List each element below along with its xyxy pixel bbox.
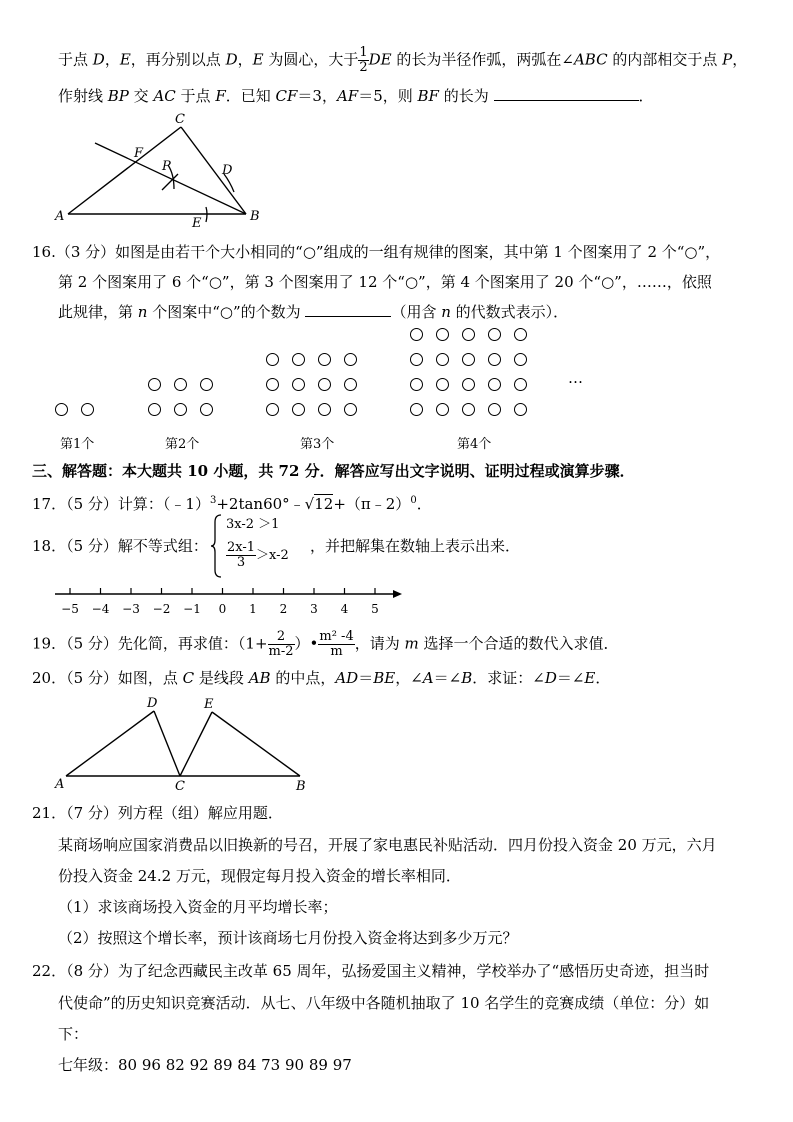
label-P: P bbox=[162, 159, 171, 174]
number-line-tick-label: 1 bbox=[249, 602, 257, 616]
text: ． bbox=[595, 669, 611, 687]
pattern-4-circle bbox=[436, 328, 449, 341]
segment-EB bbox=[212, 712, 300, 776]
text: 的中点， bbox=[270, 669, 336, 687]
var: F bbox=[215, 87, 226, 105]
var: A bbox=[422, 669, 434, 687]
caption-3: 第3个 bbox=[300, 437, 335, 452]
pattern-4-circle bbox=[462, 378, 475, 391]
var: P bbox=[722, 50, 733, 69]
pattern-4-circle bbox=[514, 328, 527, 341]
q20-figure bbox=[52, 695, 317, 795]
fraction-half bbox=[358, 46, 368, 75]
label-B: B bbox=[250, 209, 260, 224]
number-line-tick-label: 0 bbox=[218, 602, 227, 616]
label-E: E bbox=[204, 697, 214, 712]
text: ＝∠ bbox=[556, 669, 585, 687]
inequality-1: 3x-2 ＞1 bbox=[226, 517, 280, 532]
pattern-3-circle bbox=[266, 378, 279, 391]
exponent: 3 bbox=[209, 495, 217, 506]
q22-line4: 七年级：80 96 82 92 89 84 73 90 89 97 bbox=[58, 1056, 352, 1074]
text: ． bbox=[638, 87, 654, 105]
q22-line3: 下： bbox=[58, 1025, 89, 1043]
pattern-4-circle bbox=[410, 378, 423, 391]
text: 的代数式表示）． bbox=[450, 303, 569, 321]
text: ．已知 bbox=[225, 87, 276, 105]
pattern-4-circle bbox=[462, 353, 475, 366]
caption-1: 第1个 bbox=[60, 437, 95, 452]
var: CF bbox=[275, 87, 298, 105]
caption-2: 第2个 bbox=[165, 437, 200, 452]
text: +（π﹣2） bbox=[333, 495, 411, 513]
text: （用含 bbox=[391, 303, 442, 321]
number-line bbox=[50, 582, 410, 618]
number-line-tick-label: 2 bbox=[279, 602, 288, 616]
fraction bbox=[226, 541, 256, 570]
answer-blank[interactable] bbox=[494, 86, 639, 101]
pattern-2-circle bbox=[174, 403, 187, 416]
text: ＝ bbox=[358, 669, 374, 687]
pattern-3-circle bbox=[266, 403, 279, 416]
text: ）• bbox=[294, 634, 319, 653]
text: 选择一个合适的数代入求值． bbox=[418, 634, 619, 653]
fraction-numerator: m² -4 bbox=[319, 629, 354, 644]
label-A: A bbox=[55, 777, 65, 792]
pattern-4-circle bbox=[488, 353, 501, 366]
var: BP bbox=[107, 87, 129, 105]
pattern-3-circle bbox=[344, 353, 357, 366]
var: DE bbox=[368, 50, 392, 69]
var: E bbox=[119, 50, 131, 69]
pattern-2-circle bbox=[148, 403, 161, 416]
label-D: D bbox=[222, 163, 233, 178]
text: 作射线 bbox=[58, 87, 108, 105]
text: ＝∠ bbox=[433, 669, 462, 687]
pattern-4-circle bbox=[436, 378, 449, 391]
pattern-1-circle bbox=[55, 403, 68, 416]
var: D bbox=[225, 50, 238, 69]
pattern-4-circle bbox=[488, 328, 501, 341]
fraction bbox=[318, 630, 354, 659]
var: E bbox=[584, 669, 596, 687]
var: AD bbox=[335, 669, 359, 687]
var: BF bbox=[417, 87, 439, 105]
fraction-numerator: 2 bbox=[268, 630, 295, 645]
text: ．求证：∠ bbox=[472, 669, 545, 687]
fraction-numerator: 1 bbox=[359, 45, 368, 60]
pattern-4-circle bbox=[410, 403, 423, 416]
q16-line1: 16.（3 分）如图是由若干个大小相同的“○”组成的一组有规律的图案，其中第 1 个图案用了 2 个“○”， bbox=[32, 243, 721, 261]
pattern-3-circle bbox=[318, 378, 331, 391]
fraction-denominator: m bbox=[330, 644, 343, 659]
fraction bbox=[268, 630, 295, 659]
pattern-4-circle bbox=[410, 353, 423, 366]
section-3-heading: 三、解答题：本大题共 10 小题，共 72 分．解答应写出文字说明、证明过程或演算步骤． bbox=[32, 462, 635, 480]
text: 交 bbox=[128, 87, 154, 105]
text: ，再分别以点 bbox=[130, 50, 226, 69]
fraction-denominator: m-2 bbox=[268, 644, 294, 659]
q18-suffix: ，并把解集在数轴上表示出来． bbox=[310, 537, 521, 555]
pattern-4-circle bbox=[436, 353, 449, 366]
text: ＝3， bbox=[297, 87, 337, 105]
text: 20．（5 分）如图，点 bbox=[32, 669, 183, 687]
pattern-4-circle bbox=[462, 403, 475, 416]
number-line-tick-label: 4 bbox=[340, 602, 349, 616]
label-C: C bbox=[175, 779, 185, 794]
var: B bbox=[461, 669, 473, 687]
pattern-2-circle bbox=[200, 403, 213, 416]
answer-blank[interactable] bbox=[305, 302, 391, 317]
text: 为圆心，大于 bbox=[263, 50, 359, 69]
q21-sub1: （1）求该商场投入资金的月平均增长率； bbox=[58, 898, 338, 916]
text: 的内部相交于点 bbox=[607, 50, 723, 69]
fraction-denominator: 2 bbox=[359, 60, 368, 75]
var: m bbox=[404, 634, 419, 653]
text: ， bbox=[732, 50, 748, 69]
segment-CB bbox=[181, 127, 246, 214]
ray-BF bbox=[95, 143, 246, 214]
text: ，请为 bbox=[354, 634, 405, 653]
number-line-tick-label: −4 bbox=[91, 602, 110, 616]
segment-DC bbox=[154, 711, 180, 776]
pattern-4-circle bbox=[436, 403, 449, 416]
pattern-4-circle bbox=[514, 378, 527, 391]
pattern-4-circle bbox=[488, 378, 501, 391]
number-line-tick-label: −2 bbox=[152, 602, 171, 616]
q20 bbox=[32, 668, 610, 688]
pattern-3-circle bbox=[344, 378, 357, 391]
arrow-icon bbox=[393, 590, 402, 598]
exponent: 0 bbox=[410, 495, 417, 506]
var: AB bbox=[248, 669, 271, 687]
text: ， bbox=[104, 50, 120, 69]
number-line-tick-label: 5 bbox=[371, 602, 379, 616]
segment-CE bbox=[180, 712, 212, 776]
q15-line2 bbox=[58, 86, 654, 106]
fraction-numerator: 2x-1 bbox=[227, 540, 256, 555]
number-line-tick-label: −1 bbox=[183, 602, 201, 616]
label-D: D bbox=[147, 696, 158, 711]
number-line-tick-label: 3 bbox=[310, 602, 318, 616]
text: 此规律，第 bbox=[58, 303, 138, 321]
text: ． bbox=[416, 495, 432, 513]
pattern-4-circle bbox=[514, 403, 527, 416]
text: ＝5，则 bbox=[358, 87, 418, 105]
var: D bbox=[544, 669, 557, 687]
pattern-3-circle bbox=[292, 378, 305, 391]
var: E bbox=[252, 50, 264, 69]
q15-triangle-figure bbox=[50, 110, 270, 228]
q16-line3 bbox=[58, 302, 568, 322]
caption-4: 第4个 bbox=[457, 437, 492, 452]
var: AF bbox=[336, 87, 359, 105]
arc-P2 bbox=[162, 174, 178, 190]
sqrt-argument: 12 bbox=[314, 495, 334, 513]
pattern-3-circle bbox=[318, 353, 331, 366]
pattern-4-circle bbox=[514, 353, 527, 366]
pattern-4-circle bbox=[410, 328, 423, 341]
text: 于点 bbox=[58, 50, 93, 69]
q21-sub2: （2）按照这个增长率，预计该商场七月份投入资金将达到多少万元？ bbox=[58, 929, 518, 947]
text: +2tan60°﹣ bbox=[216, 495, 305, 513]
pattern-3-circle bbox=[344, 403, 357, 416]
q22-line2: 代使命”的历史知识竞赛活动．从七、八年级中各随机抽取了 10 名学生的竞赛成绩（单位：分）如 bbox=[58, 994, 710, 1012]
sqrt-sign: √ bbox=[304, 495, 315, 513]
system-brace bbox=[211, 514, 223, 578]
pattern-3-circle bbox=[292, 403, 305, 416]
text: ， bbox=[237, 50, 253, 69]
pattern-2-circle bbox=[148, 378, 161, 391]
q17 bbox=[32, 491, 432, 514]
q18-prefix: 18．（5 分）解不等式组： bbox=[32, 537, 208, 555]
pattern-4-circle bbox=[488, 403, 501, 416]
var: AC bbox=[153, 87, 176, 105]
text: ，∠ bbox=[395, 669, 423, 687]
text: ＞x-2 bbox=[256, 548, 289, 563]
q16-line2: 第 2 个图案用了 6 个“○”，第 3 个图案用了 12 个“○”，第 4 个图案用了 20 个“○”，……，依照 bbox=[58, 273, 712, 291]
q22-line1: 22．（8 分）为了纪念西藏民主改革 65 周年，弘扬爱国主义精神，学校举办了“感悟历史奇迹，担当时 bbox=[32, 962, 710, 980]
q21-p2: 份投入资金 24.2 万元，现假定每月投入资金的增长率相同． bbox=[58, 867, 461, 885]
label-C: C bbox=[175, 112, 185, 127]
pattern-1-circle bbox=[81, 403, 94, 416]
label-F: F bbox=[134, 146, 144, 161]
pattern-2-circle bbox=[200, 378, 213, 391]
var: ABC bbox=[573, 50, 608, 69]
fraction-denominator: 3 bbox=[236, 555, 246, 570]
text: 的长为 bbox=[438, 87, 489, 105]
text: 于点 bbox=[175, 87, 216, 105]
pattern-ellipsis: … bbox=[568, 369, 583, 387]
pattern-2-circle bbox=[174, 378, 187, 391]
var: n bbox=[137, 303, 148, 321]
text: 个图案中“○”的个数为 bbox=[147, 303, 301, 321]
pattern-3-circle bbox=[318, 403, 331, 416]
pattern-4-circle bbox=[462, 328, 475, 341]
label-B: B bbox=[296, 779, 306, 794]
label-E: E bbox=[192, 216, 202, 228]
number-line-tick-label: −5 bbox=[61, 602, 79, 616]
segment-AD bbox=[66, 711, 154, 776]
number-line-tick-label: −3 bbox=[122, 602, 140, 616]
text: 19．（5 分）先化简，再求值：（1+ bbox=[32, 634, 268, 653]
var: n bbox=[441, 303, 451, 321]
pattern-3-circle bbox=[266, 353, 279, 366]
q21-p1: 某商场响应国家消费品以旧换新的号召，开展了家电惠民补贴活动．四月份投入资金 20 万元，六月 bbox=[58, 836, 717, 854]
label-A: A bbox=[55, 209, 65, 224]
q19 bbox=[32, 630, 619, 659]
text: 是线段 bbox=[194, 669, 249, 687]
inequality-2 bbox=[226, 541, 289, 570]
var: D bbox=[92, 50, 105, 69]
q15-line1 bbox=[58, 46, 747, 75]
var: C bbox=[182, 669, 195, 687]
q21-title: 21．（7 分）列方程（组）解应用题． bbox=[32, 804, 283, 822]
text: 17．（5 分）计算：（﹣1） bbox=[32, 495, 210, 513]
pattern-3-circle bbox=[292, 353, 305, 366]
var: BE bbox=[373, 669, 396, 687]
text: 的长为半径作弧，两弧在∠ bbox=[391, 50, 574, 69]
